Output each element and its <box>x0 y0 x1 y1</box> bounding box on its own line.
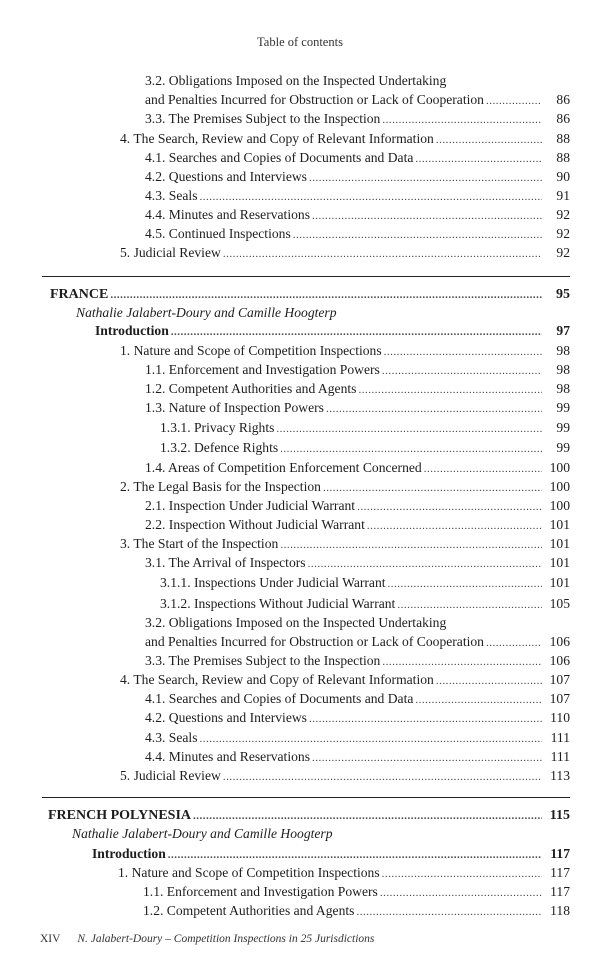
toc-entry <box>160 419 570 437</box>
toc-entry <box>145 380 570 398</box>
toc-entry-page: 92 <box>556 207 570 222</box>
dot-leader <box>415 150 542 168</box>
toc-entry-page: 117 <box>550 884 570 899</box>
toc-entry-title: 3. The Start of the Inspection <box>120 536 279 551</box>
toc-entry <box>48 807 570 825</box>
toc-entry <box>145 633 570 651</box>
toc-entry-title: 2.2. Inspection Without Judicial Warrant <box>145 517 365 532</box>
toc-entry <box>160 595 570 613</box>
toc-entry-page: 98 <box>556 343 570 358</box>
toc-entry-title: 1.4. Areas of Competition Enforcement Concerned <box>145 460 422 475</box>
dot-leader <box>323 479 542 497</box>
toc-entry-title: Introduction <box>92 846 166 861</box>
toc-entry-title: 4.1. Searches and Copies of Documents and Data <box>145 150 414 165</box>
toc-entry-page: 86 <box>556 111 570 126</box>
toc-entry-title: 5. Judicial Review <box>120 245 221 260</box>
toc-entry-title: 3.3. The Premises Subject to the Inspection <box>145 653 381 668</box>
toc-entry <box>145 554 570 572</box>
toc-entry-page: 111 <box>550 749 570 764</box>
toc-entry <box>120 478 570 496</box>
dot-leader <box>382 865 542 883</box>
toc-entry-title: 3.1.2. Inspections Without Judicial Warrant <box>160 596 396 611</box>
dot-leader <box>280 440 542 458</box>
toc-entry <box>143 883 570 901</box>
toc-entry <box>145 149 570 167</box>
toc-entry-page: 95 <box>556 287 570 302</box>
toc-entry-page: 107 <box>549 672 570 687</box>
toc-entry <box>76 304 570 322</box>
toc-entry <box>50 286 570 304</box>
dot-leader <box>223 768 542 786</box>
page-number: XIV <box>40 933 61 945</box>
toc-entry <box>145 399 570 417</box>
dot-leader <box>486 92 542 110</box>
toc-entry-title: 1. Nature and Scope of Competition Inspections <box>120 343 382 358</box>
toc-entry <box>145 748 570 766</box>
toc-entry <box>145 690 570 708</box>
toc-entry-page: 105 <box>549 596 570 611</box>
toc-entry-page: 92 <box>556 245 570 260</box>
toc-entry <box>120 130 570 148</box>
dot-leader <box>312 749 542 767</box>
toc-entry <box>145 497 570 515</box>
dot-leader <box>168 846 542 864</box>
toc-entry-page: 111 <box>550 730 570 745</box>
toc-entry-title: 3.2. Obligations Imposed on the Inspected Undertaking <box>145 73 447 88</box>
dot-leader <box>193 807 542 825</box>
toc-entry-title: and Penalties Incurred for Obstruction or Lack of Cooperation <box>145 634 484 649</box>
toc-entry-title: FRANCE <box>50 287 109 302</box>
toc-entry <box>92 845 570 863</box>
page-footer <box>40 933 374 945</box>
toc-entry-page: 97 <box>556 323 570 338</box>
toc-entry-title: 4.3. Seals <box>145 188 198 203</box>
dot-leader <box>309 169 542 187</box>
toc-entry-page: 92 <box>556 226 570 241</box>
toc-entry-title: 3.2. Obligations Imposed on the Inspected Undertaking <box>145 615 447 630</box>
toc-entry-page: 113 <box>550 768 570 783</box>
dot-leader <box>436 672 542 690</box>
toc-entry-page: 117 <box>550 865 570 880</box>
toc-entry <box>120 767 570 785</box>
toc-entry-title: 4.4. Minutes and Reservations <box>145 207 310 222</box>
toc-entry-title: Nathalie Jalabert-Doury and Camille Hoogterp <box>76 305 337 320</box>
dot-leader <box>424 460 542 478</box>
toc-entry-title: 1.3.1. Privacy Rights <box>160 420 275 435</box>
toc-entry-title: 4.4. Minutes and Reservations <box>145 749 310 764</box>
toc-entry-page: 107 <box>549 691 570 706</box>
toc-entry-title: 4. The Search, Review and Copy of Relevant Information <box>120 672 434 687</box>
toc-entry-title: 1.1. Enforcement and Investigation Powers <box>145 362 380 377</box>
toc-entry <box>145 187 570 205</box>
toc-entry-page: 88 <box>556 131 570 146</box>
toc-entry <box>145 361 570 379</box>
toc-entry <box>95 322 570 340</box>
toc-entry-title: 4.2. Questions and Interviews <box>145 710 307 725</box>
dot-leader <box>110 286 542 304</box>
toc-entry-page: 101 <box>549 536 570 551</box>
toc-entry-title: and Penalties Incurred for Obstruction or Lack of Cooperation <box>145 92 484 107</box>
toc-entry <box>145 459 570 477</box>
toc-entry-page: 117 <box>550 846 570 861</box>
toc-entry-title: 1.3. Nature of Inspection Powers <box>145 400 324 415</box>
toc-entry-page: 100 <box>549 479 570 494</box>
toc-entry-title: 4.5. Continued Inspections <box>145 226 291 241</box>
dot-leader <box>382 111 542 129</box>
toc-entry-title: 3.1.1. Inspections Under Judicial Warrant <box>160 575 386 590</box>
dot-leader <box>223 245 542 263</box>
dot-leader <box>309 710 542 728</box>
dot-leader <box>356 903 542 921</box>
toc-entry <box>145 110 570 128</box>
toc-entry-page: 99 <box>556 400 570 415</box>
toc-entry-page: 98 <box>556 381 570 396</box>
toc-entry <box>120 535 570 553</box>
toc-entry-page: 99 <box>556 420 570 435</box>
toc-entry-page: 110 <box>550 710 570 725</box>
toc-entry-title: 1.2. Competent Authorities and Agents <box>143 903 355 918</box>
toc-entry <box>145 652 570 670</box>
toc-entry <box>145 168 570 186</box>
dot-leader <box>199 730 542 748</box>
toc-entry-title: 1. Nature and Scope of Competition Inspections <box>118 865 380 880</box>
toc-entry-page: 115 <box>549 808 570 823</box>
toc-entry <box>120 244 570 262</box>
dot-leader <box>384 343 542 361</box>
toc-entry-title: 2.1. Inspection Under Judicial Warrant <box>145 498 356 513</box>
toc-entry-page: 101 <box>549 517 570 532</box>
toc-entry-page: 101 <box>549 575 570 590</box>
dot-leader <box>380 884 542 902</box>
toc-entry-page: 88 <box>556 150 570 165</box>
toc-entry <box>72 825 570 843</box>
toc-entry <box>145 225 570 243</box>
toc-entry-title: 3.3. The Premises Subject to the Inspection <box>145 111 381 126</box>
toc-entry-title: 1.1. Enforcement and Investigation Powers <box>143 884 378 899</box>
toc-entry-page: 98 <box>556 362 570 377</box>
toc-entry-title: 4. The Search, Review and Copy of Relevant Information <box>120 131 434 146</box>
toc-entry <box>145 91 570 109</box>
toc-entry-title: Introduction <box>95 323 169 338</box>
toc-entry-page: 100 <box>549 460 570 475</box>
toc-entry-title: Nathalie Jalabert-Doury and Camille Hoogterp <box>72 826 333 841</box>
toc-entry-page: 106 <box>549 634 570 649</box>
dot-leader <box>436 131 542 149</box>
toc-entry-page: 91 <box>556 188 570 203</box>
dot-leader <box>171 323 542 341</box>
toc-entry <box>145 206 570 224</box>
toc-entry-title: 3.1. The Arrival of Inspectors <box>145 555 306 570</box>
toc-entry-page: 90 <box>556 169 570 184</box>
toc-entry-page: 99 <box>556 440 570 455</box>
dot-leader <box>358 381 542 399</box>
dot-leader <box>367 517 542 535</box>
toc-entry-title: 1.2. Competent Authorities and Agents <box>145 381 357 396</box>
running-head: Table of contents <box>257 35 343 49</box>
toc-entry <box>145 72 570 90</box>
toc-entry-title: 5. Judicial Review <box>120 768 221 783</box>
toc-entry-title: 4.2. Questions and Interviews <box>145 169 307 184</box>
toc-entry <box>145 709 570 727</box>
dot-leader <box>382 362 542 380</box>
dot-leader <box>312 207 542 225</box>
toc-entry <box>120 671 570 689</box>
toc-entry <box>118 864 570 882</box>
toc-entry <box>145 729 570 747</box>
toc-entry-page: 101 <box>549 555 570 570</box>
dot-leader <box>276 420 542 438</box>
toc-entry-page: 86 <box>556 92 570 107</box>
dot-leader <box>199 188 542 206</box>
dot-leader <box>326 400 542 418</box>
footer-text: N. Jalabert-Doury – Competition Inspections in 25 Jurisdictions <box>77 933 375 945</box>
toc-entry-page: 100 <box>549 498 570 513</box>
toc-entry <box>160 574 570 592</box>
dot-leader <box>293 226 542 244</box>
dot-leader <box>382 653 542 671</box>
toc-entry <box>145 516 570 534</box>
toc-entry-title: 4.1. Searches and Copies of Documents and Data <box>145 691 414 706</box>
toc-entry-title: 2. The Legal Basis for the Inspection <box>120 479 321 494</box>
dot-leader <box>388 575 542 593</box>
toc-entry-page: 106 <box>549 653 570 668</box>
toc-entry <box>120 342 570 360</box>
toc-entry-page: 118 <box>550 903 570 918</box>
toc-entry-title: FRENCH POLYNESIA <box>48 808 192 823</box>
dot-leader <box>357 498 542 516</box>
toc-entry <box>143 902 570 920</box>
dot-leader <box>415 691 542 709</box>
dot-leader <box>397 596 542 614</box>
toc-entry <box>145 614 570 632</box>
dot-leader <box>280 536 542 554</box>
toc-entry <box>160 439 570 457</box>
toc-entry-title: 4.3. Seals <box>145 730 198 745</box>
dot-leader <box>486 634 542 652</box>
toc-entry-title: 1.3.2. Defence Rights <box>160 440 279 455</box>
dot-leader <box>308 555 542 573</box>
